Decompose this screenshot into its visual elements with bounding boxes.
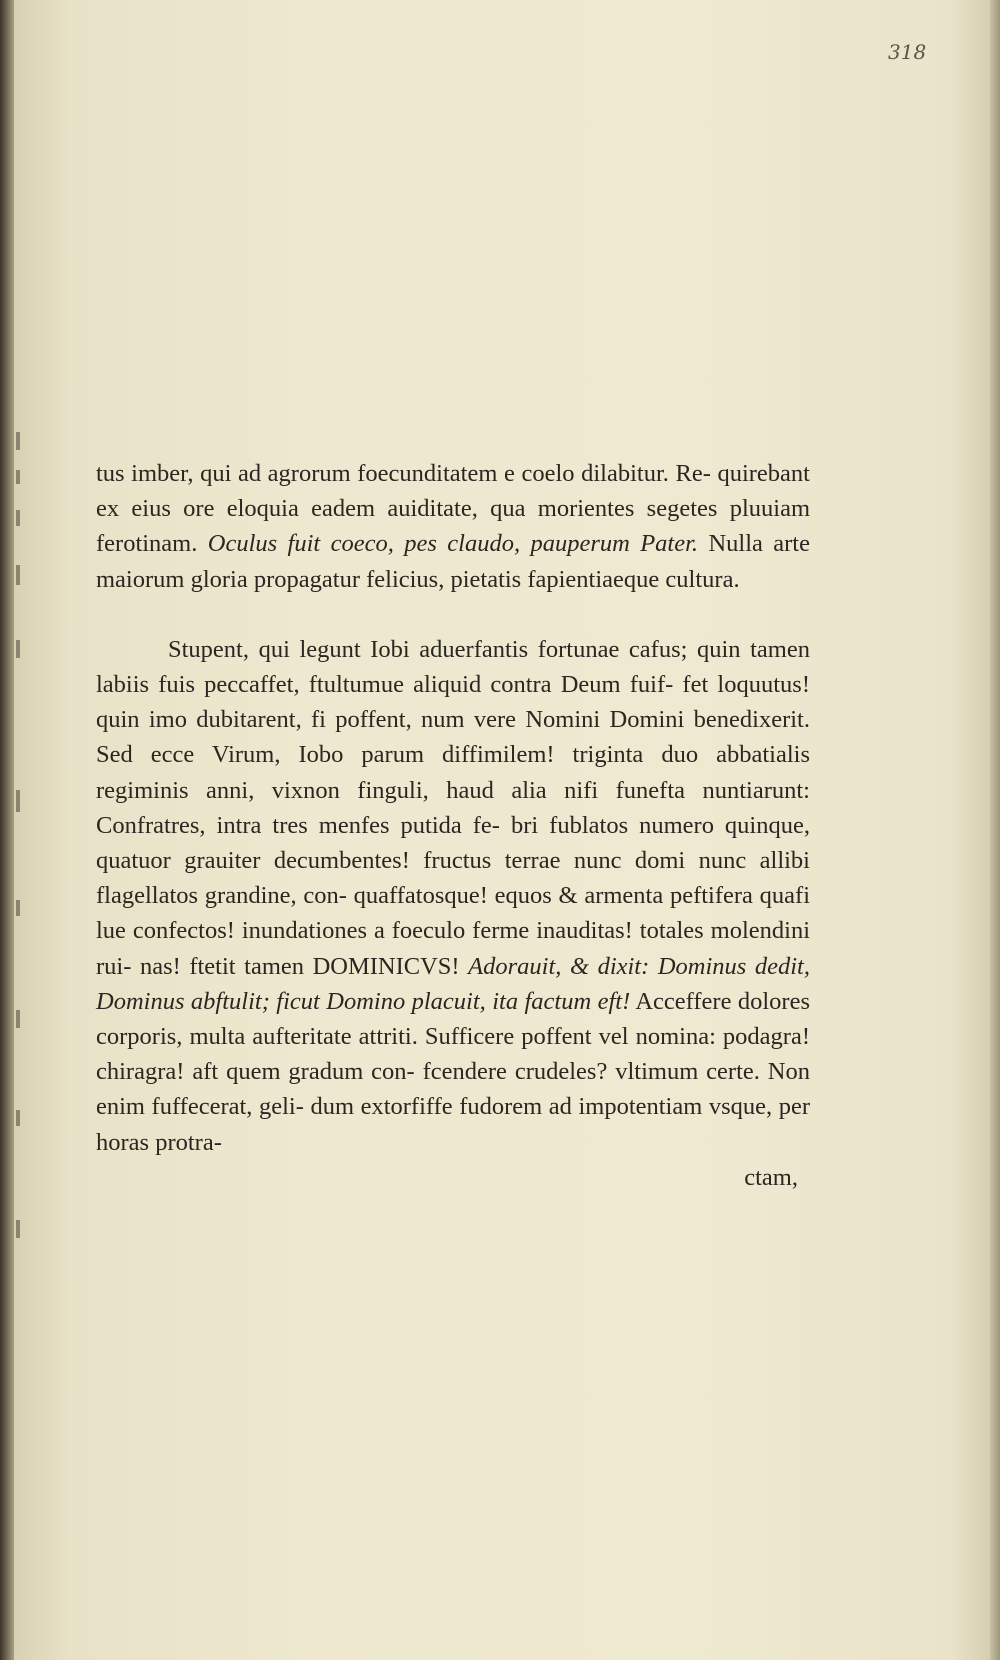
page-right-edge <box>990 0 1000 1660</box>
book-binding-edge <box>0 0 14 1660</box>
margin-mark <box>16 640 20 658</box>
italic-run: Adorauit, & dixit: Dominus dedit, Dominus abftulit; ficut Domino placuit, ita factum eft! <box>96 952 810 1015</box>
catchword: ctam, <box>744 1163 798 1191</box>
text-run: Acceffere dolores corporis, multa aufteritate attriti. Sufficere poffent vel nomina: podagra! chiragra! aft quem gradum con- fcendere crudeles? vltimum certe. Non enim fuffecerat, geli- dum extorfiffe fudorem ad impotentiam vsque, per horas protra- <box>96 987 810 1156</box>
text-run: quirebant ex eius ore eloquia eadem auiditate, qua morientes segetes pluuiam ferotinam. <box>96 460 810 558</box>
text-run: Stupent, qui legunt Iobi aduerfantis fortunae cafus; quin tamen labiis fuis peccaffet, ftultumue aliquid contra Deum fuif- fet loquutus! quin imo dubitarent, fi poffent, num vere Nomini Domini benedixerit. Sed ecce Virum, Iobo parum diffimilem! triginta duo abbatialis regiminis anni, vixnon finguli, haud alia nifi funefta nuntiarunt: Confratres, intra tres menfes putida fe- bri fublatos numero quinque, quatuor grauiter decumbentes! fructus terrae nunc domi nunc allibi flagellatos grandine, con- quaffatosque! equos & armenta peftifera quafi lue confectos! inundationes a foeculo ferme inauditas! totales molendini rui- nas! ftetit tamen DOMINICVS! <box>96 635 810 980</box>
margin-mark <box>16 790 20 812</box>
folio-number: 318 <box>888 40 927 64</box>
paragraph-1 <box>96 456 810 597</box>
margin-mark <box>16 470 20 484</box>
paragraph-2 <box>96 632 810 1160</box>
margin-mark <box>16 1220 20 1238</box>
margin-mark <box>16 1010 20 1028</box>
margin-mark <box>16 900 20 916</box>
text-run: tus imber, qui ad agrorum foecunditatem e coelo dilabitur. Re- <box>96 460 711 487</box>
margin-mark <box>16 432 20 450</box>
text-run: Nulla arte maiorum gloria propagatur felicius, pietatis fapientiaeque cultura. <box>96 530 810 593</box>
margin-mark <box>16 510 20 526</box>
margin-mark <box>16 1110 20 1126</box>
body-text <box>96 456 810 1195</box>
italic-run: Oculus fuit coeco, pes claudo, pauperum Pater. <box>207 530 699 558</box>
margin-mark <box>16 565 20 585</box>
